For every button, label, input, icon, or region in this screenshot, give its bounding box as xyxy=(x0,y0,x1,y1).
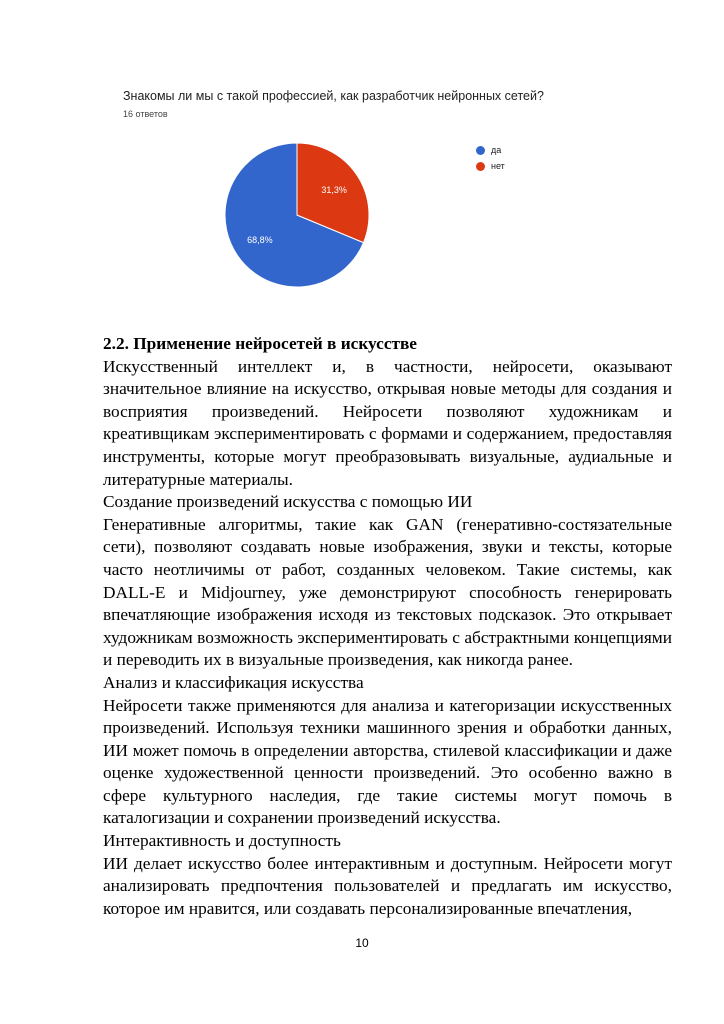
paragraph-analysis: Нейросети также применяются для анализа и категоризации искусственных произведений. Используя техники машинного зрения и обработки данных, ИИ может помочь в определении авторства, стилевой классификации и даже оценке художественной ценности произведений. Это особенно важно в сфере культурного наследия, где такие системы могут помочь в каталогизации и сохранении произведений искусства. xyxy=(103,695,672,828)
pie-chart xyxy=(200,130,400,310)
subheading-analysis: Анализ и классификация искусства xyxy=(103,672,364,692)
legend-item-yes xyxy=(476,142,505,158)
legend-item-no xyxy=(476,158,505,174)
legend-dot-no xyxy=(476,162,485,171)
paragraph-intro: Искусственный интеллект и, в частности, нейросети, оказывают значительное влияние на искусство, открывая новые методы для создания и восприятия произведений. Нейросети позволяют художникам и креативщикам экспериментировать с формами и содержанием, предоставляя инструменты, которые могут преобразовывать визуальные, аудиальные и литературные материалы. xyxy=(103,356,672,489)
section-heading: 2.2. Применение нейросетей в искусстве xyxy=(103,334,417,353)
chart-response-count: 16 ответов xyxy=(123,109,168,119)
subheading-interactivity: Интерактивность и доступность xyxy=(103,831,341,851)
pie-label-no: 31,3% xyxy=(321,185,347,196)
legend-dot-yes xyxy=(476,146,485,155)
chart-legend xyxy=(476,142,505,174)
page-number: 10 xyxy=(355,936,369,950)
paragraph-interactivity: ИИ делает искусство более интерактивным и доступным. Нейросети могут анализировать предпочтения пользователей и предлагать им искусство, которое им нравится, или создавать персонализированные впечатления, xyxy=(103,853,672,918)
subheading-creation: Создание произведений искусства с помощью ИИ xyxy=(103,492,473,512)
legend-label-no: нет xyxy=(491,161,505,171)
paragraph-creation: Генеративные алгоритмы, такие как GAN (генеративно-состязательные сети), позволяют создавать новые изображения, звуки и тексты, которые часто неотличимы от работ, созданных человеком. Такие системы, как DALL-E и Midjourney, уже демонстрируют способность генерировать впечатляющие изображения исходя из текстовых подсказок. Это открывает художникам возможность экспериментировать с абстрактными концепциями и переводить их в визуальные произведения, как никогда ранее. xyxy=(103,514,672,670)
pie-label-yes: 68,8% xyxy=(247,234,273,245)
document-body xyxy=(103,333,672,920)
chart-title: Знакомы ли мы с такой профессией, как разработчик нейронных сетей? xyxy=(123,89,544,103)
legend-label-yes: да xyxy=(491,145,502,155)
